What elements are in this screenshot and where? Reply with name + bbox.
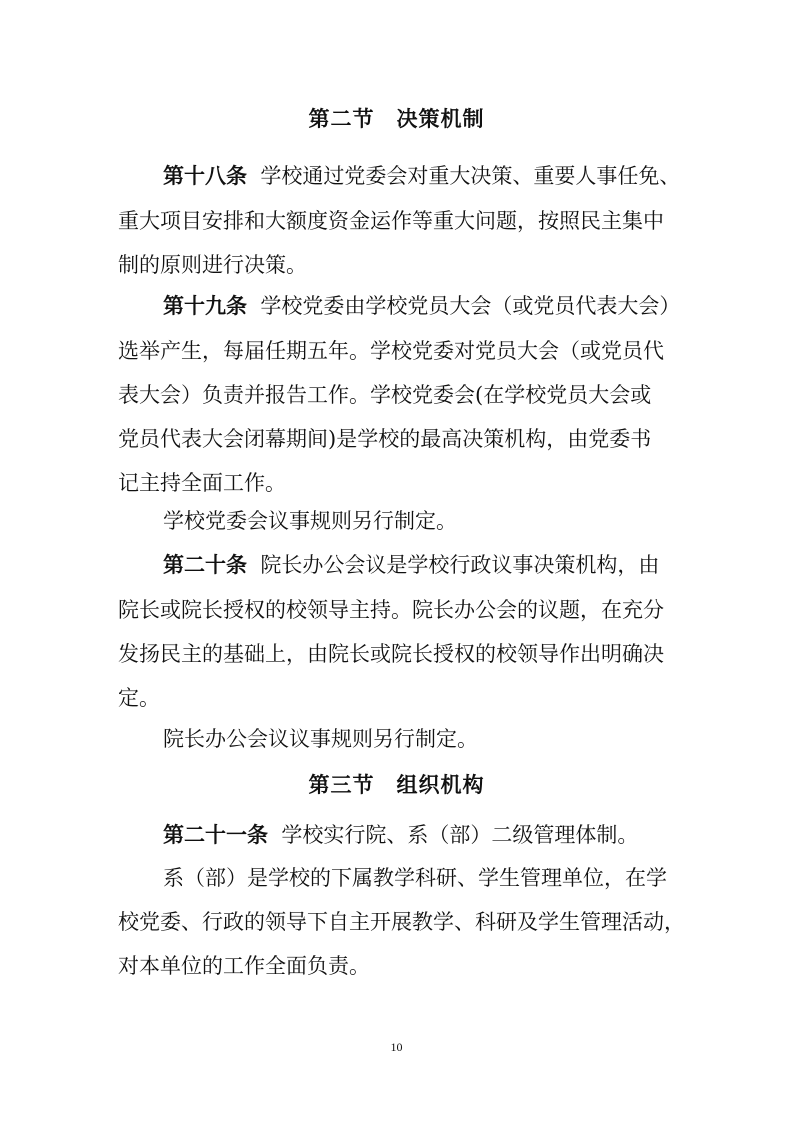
article-paragraph — [163, 162, 680, 190]
article-text-line: 重大项目安排和大额度资金运作等重大问题，按照民主集中 — [118, 209, 664, 233]
section-title: 第二节 决策机制 — [308, 107, 485, 131]
paragraph-line: 院长办公会议议事规则另行制定。 — [163, 727, 478, 751]
article-paragraph — [163, 821, 638, 849]
paragraph-line: 学校党委会议事规则另行制定。 — [163, 509, 457, 533]
article-number: 第二十一条 — [163, 823, 268, 847]
page-number: 10 — [390, 1040, 403, 1054]
article-text: 学校实行院、系（部）二级管理体制。 — [281, 823, 639, 847]
article-text-line: 制的原则进行决策。 — [118, 253, 307, 277]
article-text-line: 院长或院长授权的校领导主持。院长办公会的议题，在充分 — [118, 598, 664, 622]
article-text-line: 定。 — [118, 686, 160, 710]
article-paragraph — [163, 551, 659, 579]
article-text-line: 发扬民主的基础上，由院长或院长授权的校领导作出明确决 — [118, 642, 664, 666]
paragraph-line: 校党委、行政的领导下自主开展教学、科研及学生管理活动， — [118, 910, 685, 934]
article-text: 学校通过党委会对重大决策、重要人事任免、 — [260, 164, 681, 188]
article-text-line: 选举产生，每届任期五年。学校党委对党员大会（或党员代 — [118, 339, 664, 363]
paragraph-line: 对本单位的工作全面负责。 — [118, 954, 370, 978]
article-number: 第十九条 — [163, 294, 247, 318]
article-number: 第二十条 — [163, 553, 247, 577]
article-text: 院长办公会议是学校行政议事决策机构，由 — [260, 553, 660, 577]
article-text-line: 表大会）负责并报告工作。学校党委会(在学校党员大会或 — [118, 383, 652, 407]
article-text-line: 党员代表大会闭幕期间)是学校的最高决策机构，由党委书 — [118, 427, 652, 451]
article-text: 学校党委由学校党员大会（或党员代表大会） — [260, 294, 681, 318]
paragraph-line: 系（部）是学校的下属教学科研、学生管理单位，在学 — [163, 866, 667, 890]
article-text-line: 记主持全面工作。 — [118, 471, 286, 495]
article-number: 第十八条 — [163, 164, 247, 188]
article-paragraph — [163, 292, 680, 320]
section-title: 第三节 组织机构 — [308, 773, 485, 797]
